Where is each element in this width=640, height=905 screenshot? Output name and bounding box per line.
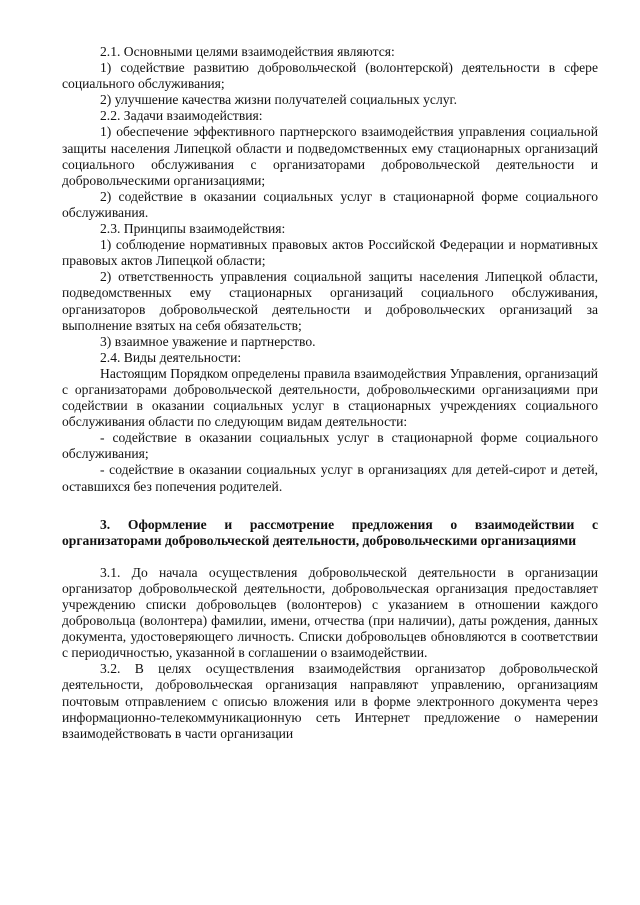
paragraph-2-2-item-2: 2) содействие в оказании социальных услуг в стационарной форме социального обслуживания.: [62, 188, 598, 220]
paragraph-2-1-item-2: 2) улучшение качества жизни получателей социальных услуг.: [100, 92, 457, 108]
paragraph-2-1-item-1: 1) содействие развитию добровольческой (волонтерской) деятельности в сфере социального обслуживания;: [62, 60, 598, 92]
section-3-heading: 3. Оформление и рассмотрение предложения о взаимодействии с организаторами добровольческой деятельности, добровольческими организациями: [62, 516, 598, 548]
document-page: [62, 44, 598, 742]
paragraph-2-3-item-1: 1) соблюдение нормативных правовых актов Российской Федерации и нормативных правовых актов Липецкой области;: [62, 237, 598, 269]
paragraph-2-4: 2.4. Виды деятельности:: [100, 349, 242, 365]
paragraph-2-4-body: Настоящим Порядком определены правила взаимодействия Управления, организаций с организаторами добровольческой деятельности, добровольческими организациями при содействии в оказании социальных услуг в стационарных учреждениях социального обслуживания области по следующим видам деятельности:: [62, 365, 598, 430]
paragraph-2-3-item-3: 3) взаимное уважение и партнерство.: [100, 333, 316, 349]
paragraph-2-3: 2.3. Принципы взаимодействия:: [100, 221, 286, 237]
paragraph-2-2: 2.2. Задачи взаимодействия:: [100, 108, 263, 124]
paragraph-3-1: 3.1. До начала осуществления добровольческой деятельности в организации организатор добровольческой деятельности, добровольческая организация предоставляет учреждению списки добровольцев (волонтеров) с указанием в отношении каждого добровольца (волонтера) фамилии, имени, отчества (при наличии), даты рождения, данных документа, удостоверяющего личность. Списки добровольцев обновляются в соответствии с периодичностью, указанной в соглашении о взаимодействии.: [62, 564, 598, 661]
paragraph-2-2-item-1: 1) обеспечение эффективного партнерского взаимодействия управления социальной защиты населения Липецкой области и подведомственных ему стационарных организаций социального обслуживания с организаторами добровольческой деятельности и добровольческими организациями;: [62, 124, 598, 188]
paragraph-2-4-item-2: - содействие в оказании социальных услуг в организациях для детей-сирот и детей, оставшихся без попечения родителей.: [62, 462, 598, 494]
section-gap: [62, 549, 598, 565]
paragraph-2-3-item-2: 2) ответственность управления социальной защиты населения Липецкой области, подведомственных ему стационарных организаций социального обслуживания, организаторов добровольческой деятельности и добровольческих организаций за выполнение взятых на себя обязательств;: [62, 269, 598, 333]
section-gap: [62, 495, 598, 517]
paragraph-2-1: 2.1. Основными целями взаимодействия являются:: [100, 44, 395, 59]
paragraph-2-4-item-1: - содействие в оказании социальных услуг в стационарной форме социального обслуживания;: [62, 430, 598, 462]
paragraph-3-2: 3.2. В целях осуществления взаимодействия организатор добровольческой деятельности, добровольческая организация направляют управлению, организациям почтовым отправлением с описью вложения или в форме электронного документа через информационно-телекоммуникационную сеть Интернет предложение о намерении взаимодействовать в части организации: [62, 661, 598, 741]
